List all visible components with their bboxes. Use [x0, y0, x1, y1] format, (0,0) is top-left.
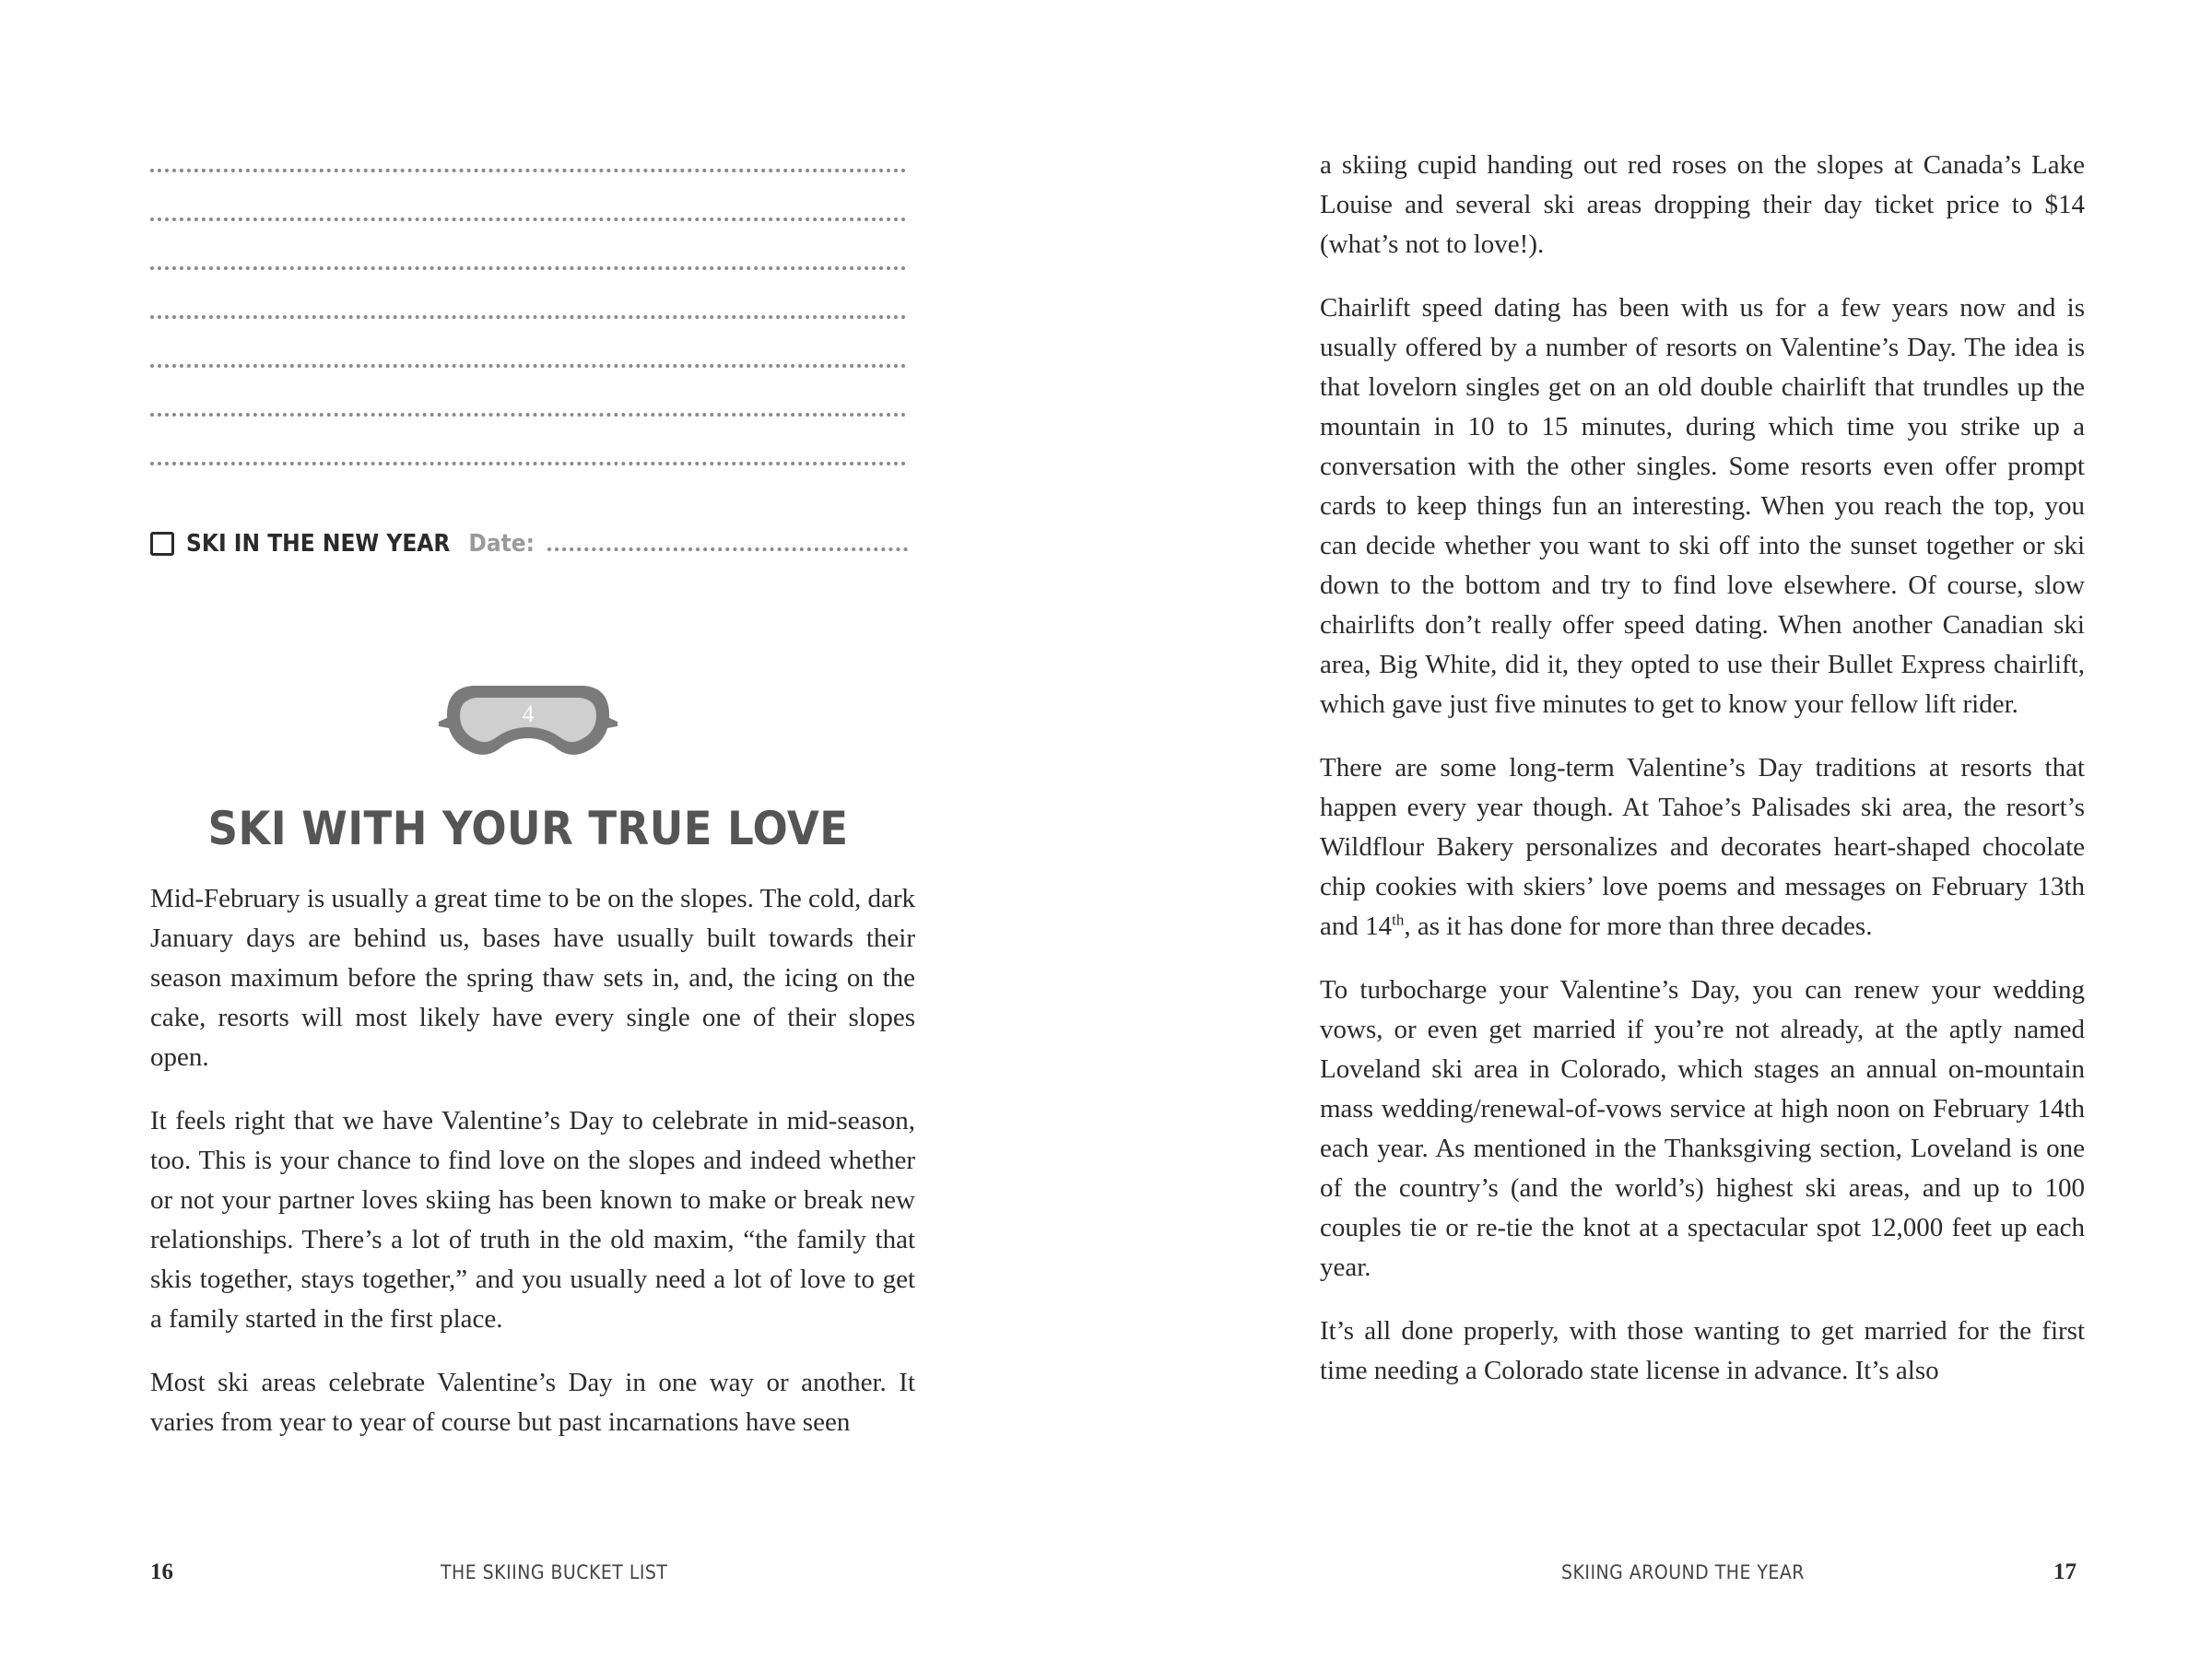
paragraph	[1320, 748, 2085, 947]
paragraph: Chairlift speed dating has been with us for a few years now and is usually offered by a number of resorts on Valentine’s Day. The idea is that lovelorn singles get on an old double chairlift that trundles up the mountain in 10 to 15 minutes, during which time you strike up a conversation with the other singles. Some resorts even offer prompt cards to keep things fun an interesting. When you reach the top, you can decide whether you want to ski off into the sunset together or ski down to the bottom and try to find love elsewhere. Of course, slow chairlifts don’t really offer speed dating. When another Canadian ski area, Big White, did it, they opted to use their Bullet Express chairlift, which gave just five minutes to get to know your fellow lift rider.	[1320, 293, 2085, 719]
paragraph: To turbocharge your Valentine’s Day, you can renew your wedding vows, or even get married if you’re not already, at the aptly named Loveland ski area in Colorado, which stages an annual on-mountain mass wedding/renewal-of-vows service at high noon on February 14th each year. As mentioned in the Thanksgiving section, Loveland is one of the country’s (and the world’s) highest ski areas, and up to 100 couples tie or re-tie the knot at a spectacular spot 12,000 feet up each year.	[1320, 975, 2085, 1282]
date-line	[547, 547, 908, 551]
checklist-label: SKI IN THE NEW YEAR	[186, 530, 451, 558]
paragraph: Mid-February is usually a great time to be on the slopes. The cold, dark January days are behind us, bases have usually built towards their season maximum before the spring thaw sets in, and, the icing on the cake, resorts will most likely have every single one of their slopes open.	[150, 884, 915, 1072]
section-title: SKI WITH YOUR TRUE LOVE	[207, 802, 849, 855]
writing-line	[150, 413, 906, 417]
writing-line	[150, 169, 906, 172]
checkbox-icon[interactable]	[150, 532, 174, 556]
writing-line	[150, 315, 906, 319]
running-head: THE SKIING BUCKET LIST	[441, 1561, 668, 1583]
paragraph: Most ski areas celebrate Valentine’s Day in one way or another. It varies from year to year of course but past incarnations have seen	[150, 1368, 915, 1437]
page-number: 17	[2053, 1559, 2077, 1584]
checklist-item	[150, 525, 908, 562]
writing-line	[150, 218, 906, 221]
paragraph-text: , as it has done for more than three decades.	[1404, 912, 1873, 941]
page-number: 16	[150, 1559, 173, 1584]
paragraph: It feels right that we have Valentine’s Day to celebrate in mid-season, too. This is your chance to find love on the slopes and indeed whether or not your partner loves skiing has been known to make or break new relationships. There’s a lot of truth in the old maxim, “the family that skis together, stays together,” and you usually need a lot of love to get a family started in the first place.	[150, 1106, 915, 1334]
body-text	[150, 879, 915, 1466]
ordinal-suffix: th	[1392, 911, 1405, 929]
right-page	[1106, 0, 2212, 1659]
paragraph: a skiing cupid handing out red roses on the slopes at Canada’s Lake Louise and several ski areas dropping their day ticket price to $14 (what’s not to love!).	[1320, 150, 2085, 259]
running-head: SKIING AROUND THE YEAR	[1561, 1561, 1805, 1583]
writing-line	[150, 364, 906, 368]
paragraph: It’s all done properly, with those wanting to get married for the first time needing a Colorado state license in advance. It’s also	[1320, 1316, 2085, 1385]
goggles-icon	[436, 680, 620, 763]
goggles-number: 4	[522, 700, 535, 727]
writing-line	[150, 462, 906, 465]
paragraph-text: There are some long-term Valentine’s Day traditions at resorts that happen every year though. At Tahoe’s Palisades ski area, the resort’s Wildflour Bakery personalizes and decorates heart-shaped chocolate chip cookies with skiers’ love poems and messages on February 13th and 14	[1320, 753, 2085, 941]
writing-line	[150, 266, 906, 270]
date-label: Date:	[468, 530, 535, 558]
body-text	[1320, 146, 2085, 1415]
